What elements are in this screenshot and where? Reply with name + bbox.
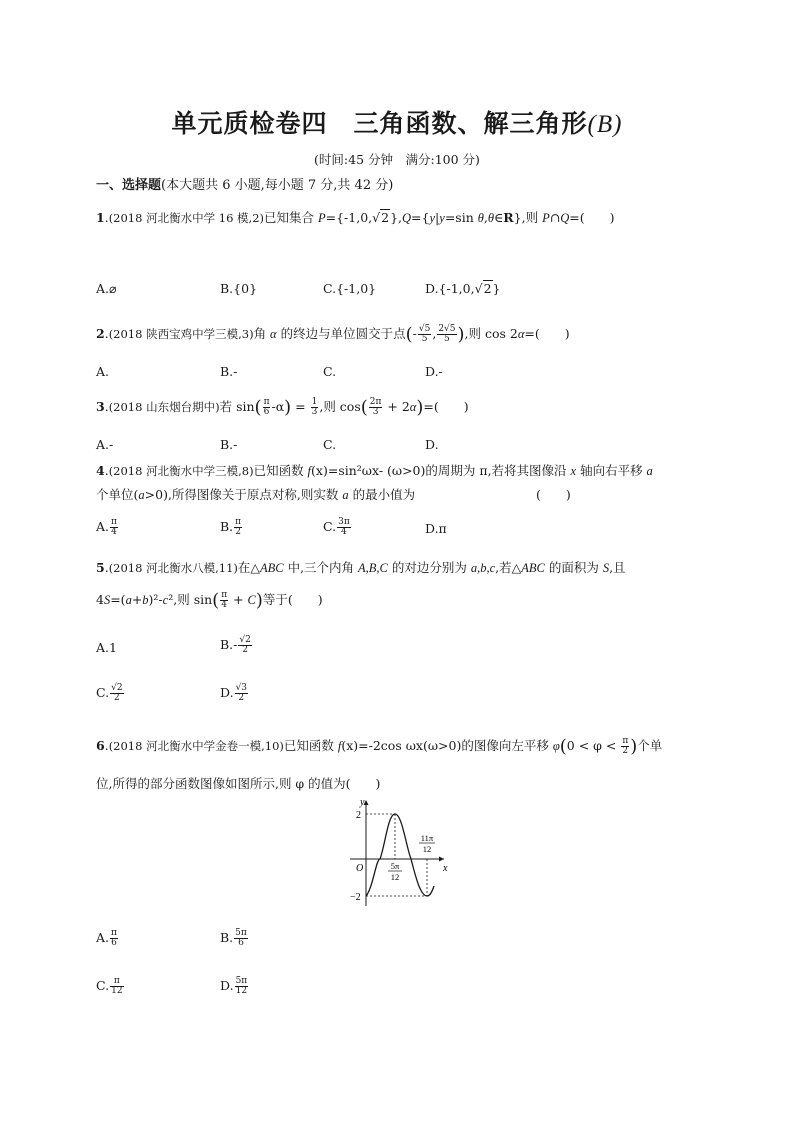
- question-1-option-c[interactable]: C.{-1,0}: [323, 281, 377, 296]
- x-tick-2-num: 11π: [420, 833, 434, 843]
- section-heading: 一、选择题(本大题共 6 小题,每小题 7 分,共 42 分): [96, 178, 394, 193]
- fraction: $\frac{3\pi}{4}$: [338, 517, 350, 537]
- fraction: $\frac{2√5}{5}$: [438, 324, 456, 344]
- question-1-option-b[interactable]: B.{0}: [220, 281, 258, 296]
- fraction: $\frac{\pi}{4}$: [111, 517, 117, 537]
- x-axis-arrow: [439, 857, 444, 862]
- question-4-option-d[interactable]: D.π: [425, 521, 447, 536]
- fraction: $\frac{\pi}{6}$: [263, 397, 270, 417]
- y-axis-label: y: [360, 797, 365, 808]
- x-tick-2-den: 12: [422, 844, 432, 854]
- question-5-option-a[interactable]: A.1: [96, 640, 117, 655]
- question-2-option-d[interactable]: D.-: [425, 364, 443, 379]
- y-max-label: 2: [356, 810, 361, 821]
- fraction: $\frac{2\pi}{3}$: [369, 397, 382, 417]
- x-axis-label: x: [443, 863, 448, 874]
- fraction: $\frac{5\pi}{6}$: [235, 928, 247, 948]
- question-4-stem-line-2: 个单位(a>0),所得图像关于原点对称,则实数 a 的最小值为: [96, 487, 416, 502]
- question-4-answer-paren: ( ): [536, 487, 571, 502]
- question-6-option-d[interactable]: D. $\frac{5\pi}{12}$: [220, 976, 248, 996]
- question-4-option-c[interactable]: C. $\frac{3\pi}{4}$: [323, 517, 350, 537]
- fraction: $\frac{\pi}{2}$: [235, 517, 242, 537]
- question-1-option-d[interactable]: D.{-1,0,√2}: [425, 281, 501, 296]
- exam-meta: (时间:45 分钟 满分:100 分): [314, 152, 480, 167]
- page-title: 单元质检卷四 三角函数、解三角形(B): [171, 109, 623, 138]
- question-5-stem-line-1: 5.(2018 河北衡水八模,11)在△ABC 中,三个内角 A,B,C 的对边分别为 a,b,c,若△ABC 的面积为 S,且: [96, 560, 626, 575]
- fraction: $\frac{√2}{2}$: [239, 635, 251, 655]
- question-3-option-a[interactable]: A.-: [96, 437, 114, 452]
- fraction: $\frac{\pi}{12}$: [111, 976, 123, 996]
- question-6-option-c[interactable]: C. $\frac{\pi}{12}$: [96, 976, 123, 996]
- fraction: $\frac{√3}{2}$: [235, 683, 248, 703]
- fraction: $\frac{\pi}{4}$: [221, 590, 228, 610]
- question-5-option-d[interactable]: D. $\frac{√3}{2}$: [220, 683, 248, 703]
- question-2-option-b[interactable]: B.-: [220, 364, 238, 379]
- fraction: $\frac{√2}{2}$: [111, 683, 123, 703]
- y-min-label: −2: [350, 892, 361, 903]
- question-4-option-a[interactable]: A. $\frac{\pi}{4}$: [96, 517, 117, 537]
- origin-label: O: [356, 863, 364, 874]
- fraction: $\frac{1}{3}$: [311, 397, 318, 417]
- question-4-stem-line-1: 4.(2018 河北衡水中学三模,8)已知函数 f(x)=sin²ωx- (ω>0)的周期为 π,若将其图像沿 x 轴向右平移 a: [96, 463, 653, 478]
- question-1-stem: 1.(2018 河北衡水中学 16 模,2)已知集合 P={-1,0,√2},Q={y|y=sin θ,θ∈R},则 P∩Q=( ): [96, 210, 615, 225]
- fraction: $\frac{√5}{5}$: [418, 324, 431, 344]
- question-3-stem: 3.(2018 山东烟台期中)若 sin( $\frac{\pi}{6}$ -α) = $\frac{1}{3}$ ,则 cos( $\frac{2\pi}{3}$ + 2α)=( ): [96, 397, 469, 418]
- x-tick-1-num: 5π: [390, 861, 400, 871]
- fraction: $\frac{\pi}{6}$: [111, 928, 117, 948]
- question-3-option-d[interactable]: D.: [425, 437, 439, 452]
- question-3-option-c[interactable]: C.: [323, 437, 337, 452]
- x-tick-1-den: 12: [390, 872, 400, 882]
- question-5-stem-line-2: 4S=(a+b)²-c²,则 sin( $\frac{\pi}{4}$ + C)等于( ): [96, 590, 323, 611]
- question-1-option-a[interactable]: A.⌀: [96, 281, 117, 296]
- question-5-option-c[interactable]: C. $\frac{√2}{2}$: [96, 683, 123, 703]
- question-3-option-b[interactable]: B.-: [220, 437, 238, 452]
- curve: [366, 814, 434, 896]
- question-4-option-b[interactable]: B. $\frac{\pi}{2}$: [220, 517, 242, 537]
- title-suffix: (B): [587, 111, 623, 138]
- question-6-stem-line-2: 位,所得的部分函数图像如图所示,则 φ 的值为( ): [96, 776, 381, 791]
- question-5-option-b[interactable]: B.- $\frac{√2}{2}$: [220, 635, 251, 655]
- question-6-option-a[interactable]: A. $\frac{\pi}{6}$: [96, 928, 117, 948]
- question-6-stem-line-1: 6.(2018 河北衡水中学金卷一模,10)已知函数 f(x)=-2cos ωx(ω>0)的图像向左平移 φ(0 < φ < $\frac{\pi}{2}$ )个单: [96, 736, 663, 757]
- function-graph: [340, 796, 450, 911]
- question-6-option-b[interactable]: B. $\frac{5\pi}{6}$: [220, 928, 247, 948]
- fraction: $\frac{\pi}{2}$: [622, 736, 629, 756]
- fraction: $\frac{5\pi}{12}$: [235, 976, 248, 996]
- question-2-option-a[interactable]: A.: [96, 364, 110, 379]
- question-2-option-c[interactable]: C.: [323, 364, 337, 379]
- question-2-stem: 2.(2018 陕西宝鸡中学三模,3)角 α 的终边与单位圆交于点(- $\frac{√5}{5}$ , $\frac{2√5}{5}$ ),则 cos 2α=( ): [96, 324, 570, 345]
